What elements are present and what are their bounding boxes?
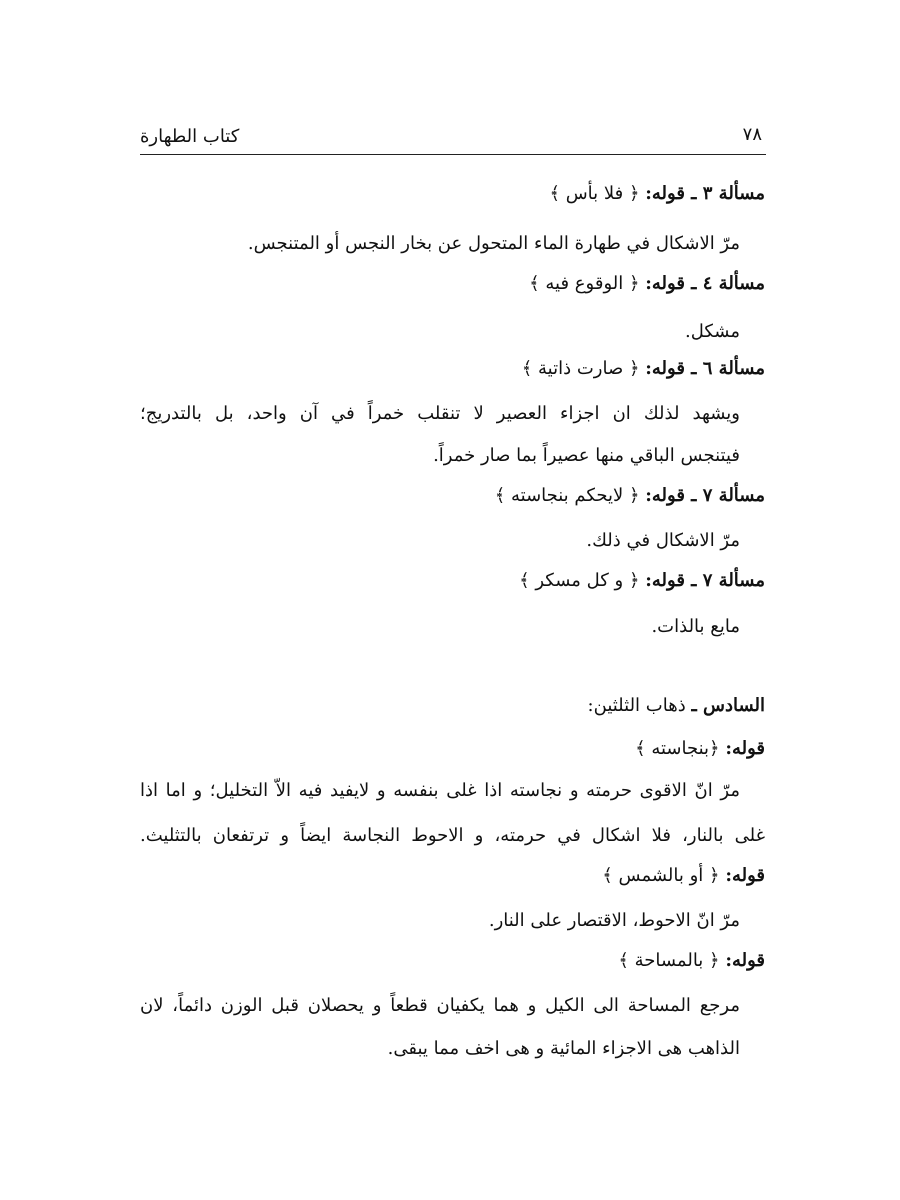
qawlihi-1-heading: قوله: ﴿بنجاسته ﴾	[635, 738, 765, 759]
section-sixth-heading: السادس ـ ذهاب الثلثين:	[587, 695, 765, 716]
qawlihi-3-body-line-1: مرجع المساحة الى الكيل و هما يكفيان قطعاً و يحصلان قبل الوزن دائماً، لان	[140, 995, 740, 1016]
qawlihi-3-body-line-2: الذاهب هى الاجزاء المائية و هى اخف مما يبقى.	[387, 1038, 740, 1059]
qawlihi-1-body-line-1: مرّ انّ الاقوى حرمته و نجاسته اذا غلى بنفسه و لايفيد فيه الاّ التخليل؛ و اما اذا	[140, 780, 740, 801]
masala-3-heading: مسألة ٣ ـ قوله: ﴿ فلا بأس ﴾	[549, 183, 765, 204]
qawlihi-2-heading: قوله: ﴿ أو بالشمس ﴾	[602, 865, 765, 886]
qawlihi-3-heading: قوله: ﴿ بالمساحة ﴾	[618, 950, 765, 971]
qawlihi-1-body-line-2: غلى بالنار، فلا اشكال في حرمته، و الاحوط النجاسة ايضاً و ترتفعان بالتثليث.	[140, 825, 765, 846]
masala-6-body-line-2: فيتنجس الباقي منها عصيراً بما صار خمراً.	[433, 445, 740, 466]
masala-7b-heading: مسألة ٧ ـ قوله: ﴿ و كل مسكر ﴾	[519, 570, 765, 591]
book-title: كتاب الطهارة	[140, 126, 240, 147]
masala-7b-body: مايع بالذات.	[651, 616, 740, 637]
page-header	[140, 120, 766, 155]
masala-4-body: مشكل.	[685, 321, 740, 342]
masala-6-heading: مسألة ٦ ـ قوله: ﴿ صارت ذاتية ﴾	[521, 358, 765, 379]
masala-6-body-line-1: ويشهد لذلك ان اجزاء العصير لا تنقلب خمراً في آن واحد، بل بالتدريج؛	[140, 403, 740, 424]
masala-7a-body: مرّ الاشكال في ذلك.	[586, 530, 740, 551]
masala-7a-heading: مسألة ٧ ـ قوله: ﴿ لايحكم بنجاسته ﴾	[494, 485, 765, 506]
qawlihi-2-body: مرّ انّ الاحوط، الاقتصار على النار.	[488, 910, 740, 931]
masala-3-body: مرّ الاشكال في طهارة الماء المتحول عن بخار النجس أو المتنجس.	[247, 233, 740, 254]
masala-4-heading: مسألة ٤ ـ قوله: ﴿ الوقوع فيه ﴾	[529, 273, 765, 294]
page-number: ٧٨	[742, 124, 762, 145]
